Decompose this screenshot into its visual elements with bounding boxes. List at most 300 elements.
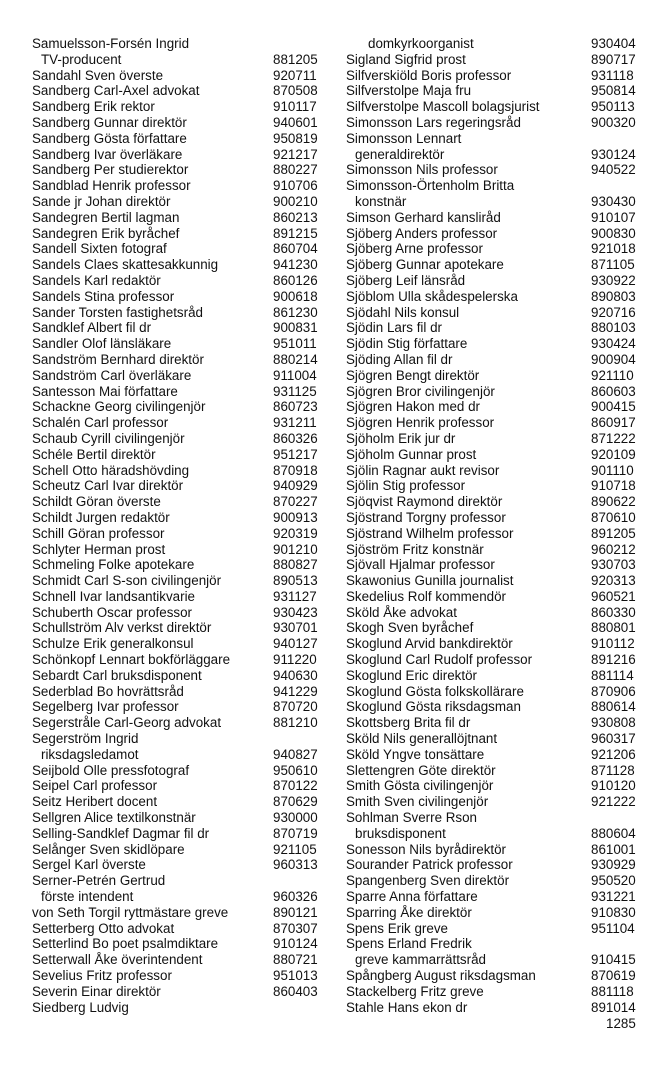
- entry-code: 960317: [591, 731, 636, 747]
- index-entry: [346, 36, 642, 52]
- entry-code: 960326: [273, 889, 318, 905]
- index-entry: [32, 478, 322, 494]
- entry-name: Sederblad Bo hovrättsråd: [32, 683, 184, 699]
- index-entry: [346, 162, 642, 178]
- entry-name: Sandberg Ivar överläkare: [32, 146, 183, 162]
- entry-name: Sjödin Stig författare: [346, 336, 468, 352]
- entry-code: 870918: [273, 462, 318, 478]
- index-entry: [346, 210, 642, 226]
- entry-code: 951104: [591, 920, 635, 936]
- entry-code: 910112: [591, 636, 635, 652]
- entry-code: 921110: [591, 367, 634, 383]
- entry-name: Stackelberg Fritz greve: [346, 983, 484, 999]
- entry-name: Skoglund Gösta riksdagsman: [346, 699, 521, 715]
- entry-code: 870610: [591, 509, 636, 525]
- entry-code: 860326: [273, 430, 318, 446]
- entry-code: 921105: [273, 841, 317, 857]
- entry-name: Samuelsson-Forsén Ingrid: [32, 36, 190, 51]
- entry-name: Scheutz Carl Ivar direktör: [32, 478, 184, 494]
- index-entry: [346, 810, 642, 826]
- entry-code: 870307: [273, 920, 318, 936]
- entry-code: 960521: [591, 588, 636, 604]
- index-entry: [32, 778, 322, 794]
- entry-code: 891216: [591, 652, 636, 668]
- entry-code: 900830: [591, 225, 636, 241]
- entry-code: 870906: [591, 683, 636, 699]
- entry-name: Sandberg Erik rektor: [32, 99, 155, 115]
- entry-code: 931127: [273, 588, 317, 604]
- entry-name: Sandegren Bertil lagman: [32, 209, 180, 225]
- entry-name: Sandklef Albert fil dr: [32, 320, 152, 336]
- entry-code: 880827: [273, 557, 318, 573]
- index-entry: [346, 857, 642, 873]
- index-column-left: [32, 36, 322, 1015]
- entry-name: Sandegren Erik byråchef: [32, 225, 180, 241]
- entry-name: Segelberg Ivar professor: [32, 699, 179, 715]
- index-entry: [32, 542, 322, 558]
- entry-code: 891215: [273, 225, 318, 241]
- index-entry: [346, 905, 642, 921]
- entry-code: 910124: [273, 936, 318, 952]
- entry-code: 911004: [273, 367, 317, 383]
- index-entry: [32, 289, 322, 305]
- entry-name: Sellgren Alice textilkonstnär: [32, 810, 196, 826]
- index-entry: [346, 289, 642, 305]
- entry-code: 931221: [591, 889, 636, 905]
- entry-name: Segerström Ingrid: [32, 731, 139, 747]
- entry-code: 921206: [591, 746, 636, 762]
- entry-code: 861001: [591, 841, 636, 857]
- entry-code: 921018: [591, 241, 636, 257]
- entry-name: Sander Torsten fastighetsråd: [32, 304, 203, 320]
- entry-name: Sparring Åke direktör: [346, 904, 472, 920]
- entry-name: von Seth Torgil ryttmästare greve: [32, 904, 229, 920]
- entry-code: 870720: [273, 699, 318, 715]
- entry-name: Skogh Sven byråchef: [346, 620, 474, 636]
- entry-code: 950113: [591, 99, 635, 115]
- index-entry: [32, 984, 322, 1000]
- index-entry: [346, 952, 642, 968]
- entry-name: Skoglund Arvid bankdirektör: [346, 636, 513, 652]
- index-entry: [32, 510, 322, 526]
- entry-name: domkyrkoorganist: [368, 36, 474, 51]
- index-entry: [346, 494, 642, 510]
- index-entry: [346, 763, 642, 779]
- entry-name: Sandler Olof länsläkare: [32, 336, 172, 352]
- entry-code: 930423: [273, 604, 318, 620]
- index-entry: [346, 684, 642, 700]
- index-entry: [346, 1000, 642, 1016]
- index-entry: [346, 99, 642, 115]
- entry-code: 880604: [591, 825, 636, 841]
- entry-code: 950610: [273, 762, 318, 778]
- entry-name: Sigland Sigfrid prost: [346, 51, 466, 67]
- entry-name: Skedelius Rolf kommendör: [346, 588, 507, 604]
- entry-name: Skoglund Carl Rudolf professor: [346, 652, 533, 668]
- entry-code: 901210: [273, 541, 318, 557]
- entry-code: 860704: [273, 241, 318, 257]
- index-entry: [346, 668, 642, 684]
- entry-name: Sjölin Ragnar aukt revisor: [346, 462, 500, 478]
- entry-code: 861230: [273, 304, 318, 320]
- index-entry: [346, 305, 642, 321]
- entry-code: 880721: [273, 952, 318, 968]
- entry-name: Sergel Karl överste: [32, 857, 146, 873]
- entry-name: Sjögren Bror civilingenjör: [346, 383, 495, 399]
- entry-name: Schéle Bertil direktör: [32, 446, 156, 462]
- index-entry: [346, 431, 642, 447]
- index-entry: [346, 510, 642, 526]
- entry-code: 940522: [591, 162, 636, 178]
- entry-name: Schullström Alv verkst direktör: [32, 620, 212, 636]
- entry-code: 900913: [273, 509, 318, 525]
- index-entry: [32, 684, 322, 700]
- entry-name: bruksdisponent: [355, 825, 446, 841]
- entry-name: Schnell Ivar landsantikvarie: [32, 588, 196, 604]
- entry-name: Slettengren Göte direktör: [346, 762, 496, 778]
- index-entry: [32, 589, 322, 605]
- index-entry: [32, 257, 322, 273]
- entry-code: 930701: [273, 620, 318, 636]
- entry-code: 870508: [273, 83, 318, 99]
- index-entry: [32, 605, 322, 621]
- index-entry: [32, 699, 322, 715]
- index-entry: [346, 605, 642, 621]
- entry-name: Simonsson-Örtenholm Britta: [346, 178, 515, 194]
- index-entry: [32, 99, 322, 115]
- index-entry: [32, 178, 322, 194]
- entry-name: Sjögren Bengt direktör: [346, 367, 480, 383]
- index-entry: [32, 952, 322, 968]
- entry-code: 941229: [273, 683, 318, 699]
- entry-name: Sköld Åke advokat: [346, 604, 457, 620]
- index-entry: [32, 194, 322, 210]
- entry-code: 880214: [273, 351, 318, 367]
- entry-name: Silfverskiöld Boris professor: [346, 67, 512, 83]
- entry-code: 911220: [273, 652, 317, 668]
- entry-code: 920716: [591, 304, 636, 320]
- index-entry: [346, 68, 642, 84]
- entry-name: Sjöberg Gunnar apotekare: [346, 257, 504, 273]
- index-entry: [32, 494, 322, 510]
- entry-code: 860403: [273, 983, 318, 999]
- entry-code: 871105: [591, 257, 635, 273]
- index-entry: [32, 557, 322, 573]
- entry-code: 930922: [591, 272, 636, 288]
- index-entry: [32, 115, 322, 131]
- index-entry: [32, 936, 322, 952]
- index-entry: [32, 573, 322, 589]
- entry-name: Sköld Nils generallöjtnant: [346, 731, 498, 747]
- entry-name: Skoglund Gösta folkskollärare: [346, 683, 524, 699]
- index-entry: [32, 368, 322, 384]
- entry-code: 901110: [591, 462, 634, 478]
- entry-name: Sandström Bernhard direktör: [32, 351, 204, 367]
- index-entry: [32, 731, 322, 747]
- index-entry: [32, 873, 322, 889]
- entry-name: Sevelius Fritz professor: [32, 968, 172, 984]
- entry-code: 890513: [273, 573, 318, 589]
- index-entry: [346, 557, 642, 573]
- entry-code: 860917: [591, 415, 636, 431]
- entry-code: 860603: [591, 383, 636, 399]
- entry-name: Spångberg August riksdagsman: [346, 968, 536, 984]
- entry-code: 960212: [591, 541, 636, 557]
- entry-name: Sohlman Sverre Rson: [346, 810, 477, 826]
- index-entry: [32, 794, 322, 810]
- index-entry: [346, 52, 642, 68]
- entry-code: 920109: [591, 446, 636, 462]
- entry-code: 930703: [591, 557, 636, 573]
- entry-name: Sonesson Nils byrådirektör: [346, 841, 507, 857]
- entry-code: 871128: [591, 762, 635, 778]
- index-entry: [32, 905, 322, 921]
- entry-name: Sjöholm Erik jur dr: [346, 430, 456, 446]
- entry-name: Sandels Claes skattesakkunnig: [32, 257, 219, 273]
- index-entry: [32, 668, 322, 684]
- index-entry: [346, 273, 642, 289]
- index-entry: [346, 620, 642, 636]
- entry-name: Schlyter Herman prost: [32, 541, 166, 557]
- entry-name: Sköld Yngve tonsättare: [346, 746, 485, 762]
- entry-code: 870619: [591, 968, 636, 984]
- index-entry: [32, 526, 322, 542]
- entry-code: 880614: [591, 699, 636, 715]
- entry-code: 900415: [591, 399, 636, 415]
- index-entry: [32, 384, 322, 400]
- entry-code: 921217: [273, 146, 318, 162]
- entry-name: Sjölin Stig professor: [346, 478, 466, 494]
- entry-code: 950520: [591, 873, 636, 889]
- index-entry: [346, 826, 642, 842]
- index-entry: [32, 810, 322, 826]
- index-entry: [346, 147, 642, 163]
- index-entry: [346, 83, 642, 99]
- entry-code: 881118: [591, 983, 634, 999]
- entry-code: 890803: [591, 288, 636, 304]
- entry-code: 951217: [273, 446, 318, 462]
- index-entry: [346, 842, 642, 858]
- index-entry: [346, 984, 642, 1000]
- entry-name: Simonsson Lennart: [346, 130, 462, 146]
- entry-name: Sandblad Henrik professor: [32, 178, 191, 194]
- entry-name: Sandell Sixten fotograf: [32, 241, 167, 257]
- entry-code: 931125: [273, 383, 317, 399]
- entry-code: 881210: [273, 715, 318, 731]
- index-entry: [346, 636, 642, 652]
- index-entry: [346, 573, 642, 589]
- index-entry: [32, 210, 322, 226]
- entry-name: Skawonius Gunilla journalist: [346, 573, 514, 589]
- index-entry: [32, 131, 322, 147]
- index-entry: [346, 699, 642, 715]
- entry-name: riksdagsledamot: [41, 746, 139, 762]
- index-entry: [32, 52, 322, 68]
- entry-name: Stahle Hans ekon dr: [346, 999, 468, 1015]
- index-entry: [346, 368, 642, 384]
- entry-name: Sandels Stina professor: [32, 288, 175, 304]
- entry-name: Schell Otto häradshövding: [32, 462, 190, 478]
- index-entry: [346, 226, 642, 242]
- entry-code: 940601: [273, 114, 318, 130]
- entry-code: 930929: [591, 857, 636, 873]
- index-entry: [32, 431, 322, 447]
- entry-code: 870719: [273, 825, 318, 841]
- page-number: 1285: [606, 1016, 636, 1031]
- entry-name: Sandberg Per studierektor: [32, 162, 189, 178]
- entry-name: Schönkopf Lennart bokförläggare: [32, 652, 231, 668]
- entry-name: Schulze Erik generalkonsul: [32, 636, 194, 652]
- index-entry: [32, 620, 322, 636]
- entry-code: 860330: [591, 604, 636, 620]
- entry-code: 900618: [273, 288, 318, 304]
- index-entry: [346, 447, 642, 463]
- index-entry: [32, 921, 322, 937]
- index-entry: [346, 320, 642, 336]
- entry-code: 871222: [591, 430, 636, 446]
- index-entry: [32, 399, 322, 415]
- entry-code: 890622: [591, 494, 636, 510]
- entry-name: Schill Göran professor: [32, 525, 165, 541]
- entry-name: Severin Einar direktör: [32, 983, 161, 999]
- entry-code: 950819: [273, 130, 318, 146]
- entry-code: 880103: [591, 320, 636, 336]
- index-entry: [346, 384, 642, 400]
- index-entry: [32, 415, 322, 431]
- entry-code: 910107: [591, 209, 636, 225]
- entry-code: 931211: [273, 415, 317, 431]
- entry-code: 930808: [591, 715, 636, 731]
- entry-code: 900210: [273, 193, 318, 209]
- entry-name: Sjögren Henrik professor: [346, 415, 495, 431]
- index-entry: [346, 241, 642, 257]
- index-entry: [32, 826, 322, 842]
- index-entry: [32, 968, 322, 984]
- entry-name: Sjödahl Nils konsul: [346, 304, 460, 320]
- entry-code: 860126: [273, 272, 318, 288]
- entry-name: Schmidt Carl S-son civilingenjör: [32, 573, 222, 589]
- index-entry: [346, 336, 642, 352]
- entry-code: 920711: [273, 67, 317, 83]
- index-entry: [346, 115, 642, 131]
- entry-name: Sjöberg Arne professor: [346, 241, 483, 257]
- entry-code: 940827: [273, 746, 318, 762]
- entry-name: Setterlind Bo poet psalmdiktare: [32, 936, 219, 952]
- index-entry: [346, 968, 642, 984]
- entry-name: Silfverstolpe Maja fru: [346, 83, 472, 99]
- entry-name: Sjödin Lars fil dr: [346, 320, 443, 336]
- index-entry: [32, 352, 322, 368]
- entry-name: Sandahl Sven överste: [32, 67, 164, 83]
- entry-code: 951011: [273, 336, 317, 352]
- index-entry: [32, 83, 322, 99]
- entry-name: Siedberg Ludvig: [32, 999, 129, 1015]
- entry-code: 941230: [273, 257, 318, 273]
- index-entry: [346, 747, 642, 763]
- entry-code: 870227: [273, 494, 318, 510]
- entry-name: Schaub Cyrill civilingenjör: [32, 430, 185, 446]
- index-entry: [32, 1000, 322, 1016]
- index-entry: [32, 147, 322, 163]
- index-entry: [346, 652, 642, 668]
- index-entry: [346, 715, 642, 731]
- entry-name: Skottsberg Brita fil dr: [346, 715, 471, 731]
- entry-code: 900831: [273, 320, 318, 336]
- entry-name: Schildt Göran överste: [32, 494, 161, 510]
- index-entry: [346, 542, 642, 558]
- entry-code: 910830: [591, 904, 636, 920]
- entry-name: Sjöberg Leif länsråd: [346, 272, 466, 288]
- entry-name: Schildt Jurgen redaktör: [32, 509, 170, 525]
- entry-code: 900904: [591, 351, 636, 367]
- entry-name: Seijbold Olle pressfotograf: [32, 762, 190, 778]
- entry-code: 870122: [273, 778, 318, 794]
- index-entry: [32, 320, 322, 336]
- entry-name: Spens Erik greve: [346, 920, 448, 936]
- entry-code: 910706: [273, 178, 318, 194]
- entry-name: Sande jr Johan direktör: [32, 193, 171, 209]
- index-entry: [32, 241, 322, 257]
- entry-name: Serner-Petrén Gertrud: [32, 873, 166, 889]
- entry-name: Sjöström Fritz konstnär: [346, 541, 484, 557]
- entry-name: förste intendent: [41, 889, 134, 905]
- entry-name: Sjöberg Anders professor: [346, 225, 498, 241]
- entry-code: 930124: [591, 146, 636, 162]
- entry-name: Schuberth Oscar professor: [32, 604, 193, 620]
- entry-code: 890717: [591, 51, 636, 67]
- index-entry: [32, 336, 322, 352]
- index-entry: [346, 889, 642, 905]
- entry-name: Sandström Carl överläkare: [32, 367, 192, 383]
- entry-name: Skoglund Eric direktör: [346, 667, 477, 683]
- entry-name: Smith Gösta civilingenjör: [346, 778, 494, 794]
- entry-code: 930430: [591, 193, 636, 209]
- entry-code: 891205: [591, 525, 636, 541]
- entry-name: Sjöqvist Raymond direktör: [346, 494, 503, 510]
- entry-name: Seipel Carl professor: [32, 778, 158, 794]
- entry-name: Sjöholm Gunnar prost: [346, 446, 477, 462]
- entry-code: 950814: [591, 83, 636, 99]
- entry-name: Smith Sven civilingenjör: [346, 794, 489, 810]
- index-entry: [346, 873, 642, 889]
- entry-code: 940127: [273, 636, 318, 652]
- index-entry: [346, 936, 642, 952]
- index-entry: [32, 842, 322, 858]
- entry-code: 940630: [273, 667, 318, 683]
- index-entry: [32, 747, 322, 763]
- index-entry: [32, 162, 322, 178]
- entry-name: Sandberg Gunnar direktör: [32, 114, 187, 130]
- entry-code: 930404: [591, 36, 636, 51]
- index-entry: [32, 305, 322, 321]
- entry-code: 870629: [273, 794, 318, 810]
- entry-name: Sandberg Carl-Axel advokat: [32, 83, 200, 99]
- entry-name: konstnär: [355, 193, 407, 209]
- index-entry: [346, 194, 642, 210]
- entry-name: Silfverstolpe Mascoll bolagsjurist: [346, 99, 540, 115]
- entry-name: Schalén Carl professor: [32, 415, 169, 431]
- entry-name: greve kammarrättsråd: [355, 952, 486, 968]
- entry-name: TV-producent: [41, 51, 122, 67]
- entry-code: 891014: [591, 999, 636, 1015]
- entry-name: Sandels Karl redaktör: [32, 272, 161, 288]
- entry-name: Santesson Mai författare: [32, 383, 178, 399]
- entry-name: Sjöstrand Wilhelm professor: [346, 525, 514, 541]
- index-entry: [32, 273, 322, 289]
- entry-name: Sandberg Gösta författare: [32, 130, 187, 146]
- index-entry: [346, 178, 642, 194]
- entry-code: 880227: [273, 162, 318, 178]
